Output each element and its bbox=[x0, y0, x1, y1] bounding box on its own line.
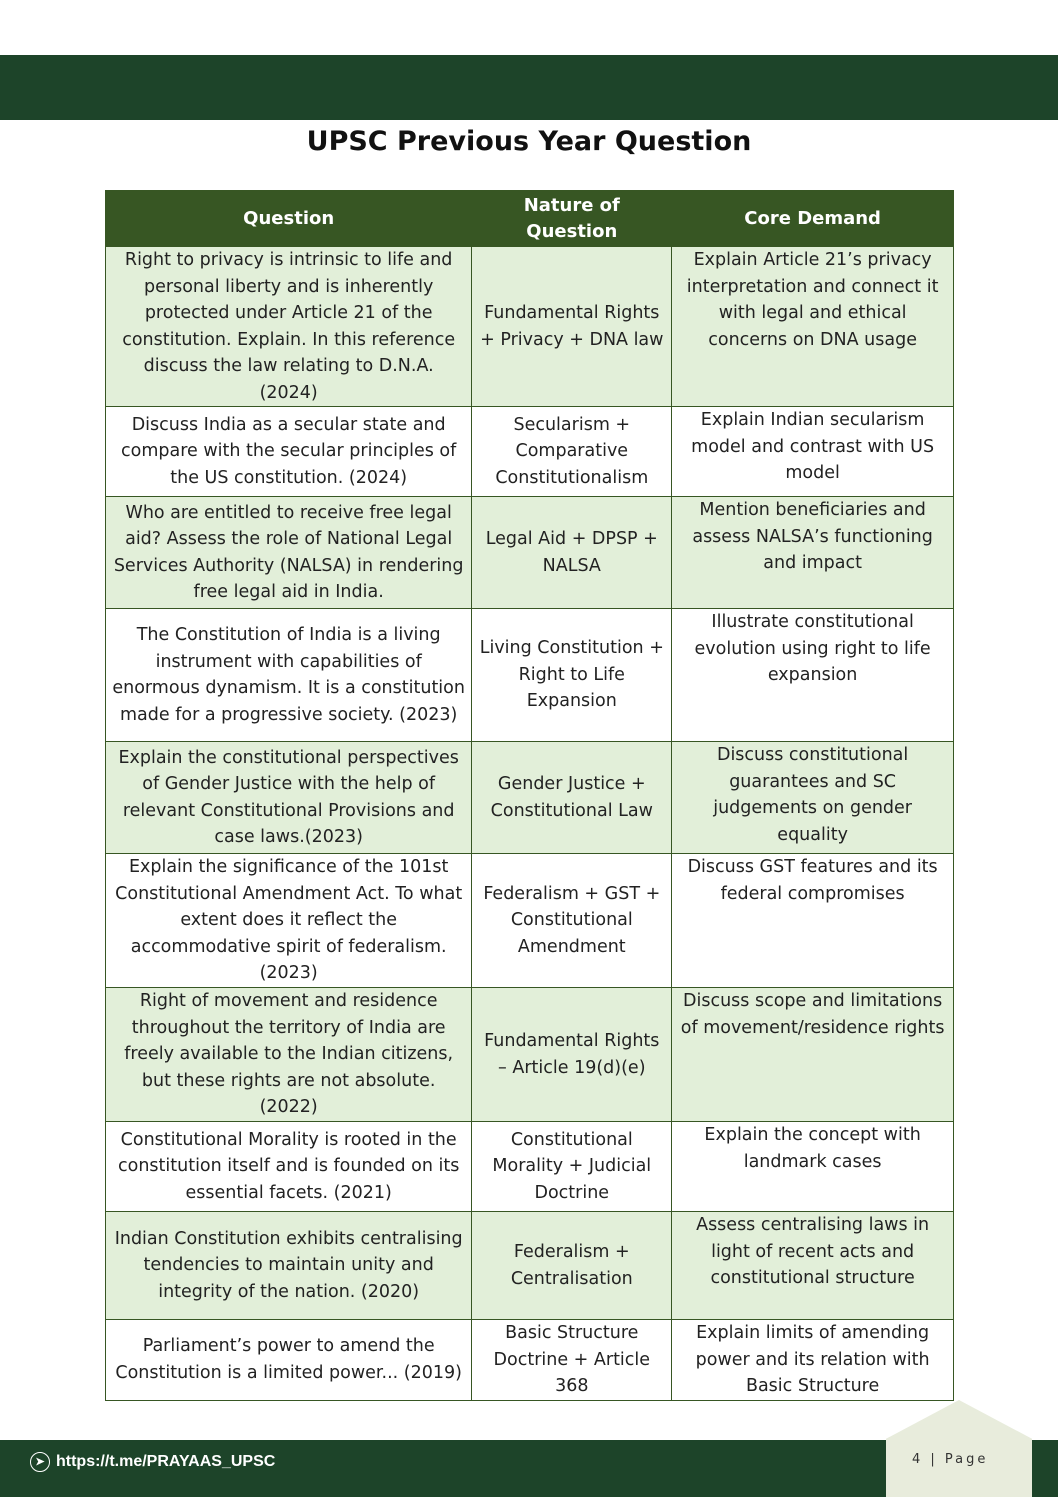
nature-cell: Constitutional Morality + Judicial Doctrine bbox=[472, 1122, 672, 1212]
question-cell: Right of movement and residence throughout the territory of India are freely available to the Indian citizens, but these rights are not absolute. (2022) bbox=[106, 988, 472, 1122]
nature-cell: Legal Aid + DPSP + NALSA bbox=[472, 497, 672, 609]
question-cell: Indian Constitution exhibits centralising tendencies to maintain unity and integrity of the nation. (2020) bbox=[106, 1212, 472, 1320]
core-demand-cell: Mention beneficiaries and assess NALSA’s functioning and impact bbox=[672, 497, 954, 609]
core-demand-cell: Assess centralising laws in light of recent acts and constitutional structure bbox=[672, 1212, 954, 1320]
nature-cell: Gender Justice + Constitutional Law bbox=[472, 742, 672, 854]
telegram-icon: ➤ bbox=[30, 1452, 50, 1472]
page-number: 4 | Page bbox=[912, 1452, 989, 1467]
nature-cell: Secularism + Comparative Constitutionalism bbox=[472, 407, 672, 497]
table-row bbox=[106, 1320, 954, 1401]
core-demand-cell: Discuss constitutional guarantees and SC judgements on gender equality bbox=[672, 742, 954, 854]
table-row bbox=[106, 497, 954, 609]
core-demand-cell: Explain the concept with landmark cases bbox=[672, 1122, 954, 1212]
question-cell: Constitutional Morality is rooted in the constitution itself and is founded on its essential facets. (2021) bbox=[106, 1122, 472, 1212]
core-demand-cell: Explain Indian secularism model and contrast with US model bbox=[672, 407, 954, 497]
core-demand-cell: Explain limits of amending power and its relation with Basic Structure bbox=[672, 1320, 954, 1401]
header-bar bbox=[0, 55, 1058, 120]
questions-table bbox=[105, 190, 954, 1401]
question-cell: The Constitution of India is a living instrument with capabilities of enormous dynamism. It is a constitution made for a progressive society. (2023) bbox=[106, 609, 472, 742]
question-cell: Right to privacy is intrinsic to life and personal liberty and is inherently protected under Article 21 of the constitution. Explain. In this reference discuss the law relating to D.N.A. (2024) bbox=[106, 247, 472, 407]
nature-cell: Living Constitution + Right to Life Expansion bbox=[472, 609, 672, 742]
table-row bbox=[106, 609, 954, 742]
table-row bbox=[106, 1122, 954, 1212]
table-row bbox=[106, 247, 954, 407]
table-row bbox=[106, 1212, 954, 1320]
core-demand-cell: Explain Article 21’s privacy interpretation and connect it with legal and ethical concerns on DNA usage bbox=[672, 247, 954, 407]
question-cell: Discuss India as a secular state and compare with the secular principles of the US constitution. (2024) bbox=[106, 407, 472, 497]
header-core-demand: Core Demand bbox=[672, 191, 954, 247]
core-demand-cell: Illustrate constitutional evolution using right to life expansion bbox=[672, 609, 954, 742]
table-row bbox=[106, 407, 954, 497]
table-row bbox=[106, 854, 954, 988]
question-cell: Parliament’s power to amend the Constitution is a limited power... (2019) bbox=[106, 1320, 472, 1401]
nature-cell: Fundamental Rights – Article 19(d)(e) bbox=[472, 988, 672, 1122]
nature-cell: Federalism + GST + Constitutional Amendment bbox=[472, 854, 672, 988]
question-cell: Who are entitled to receive free legal aid? Assess the role of National Legal Services Authority (NALSA) in rendering free legal aid in India. bbox=[106, 497, 472, 609]
telegram-link[interactable] bbox=[30, 1452, 275, 1472]
nature-cell: Fundamental Rights + Privacy + DNA law bbox=[472, 247, 672, 407]
nature-cell: Basic Structure Doctrine + Article 368 bbox=[472, 1320, 672, 1401]
page-title: UPSC Previous Year Question bbox=[306, 126, 752, 157]
core-demand-cell: Discuss GST features and its federal compromises bbox=[672, 854, 954, 988]
core-demand-cell: Discuss scope and limitations of movement/residence rights bbox=[672, 988, 954, 1122]
nature-cell: Federalism + Centralisation bbox=[472, 1212, 672, 1320]
page-tab bbox=[886, 1400, 1032, 1497]
question-cell: Explain the significance of the 101st Constitutional Amendment Act. To what extent does it reflect the accommodative spirit of federalism. (2023) bbox=[106, 854, 472, 988]
table-row bbox=[106, 988, 954, 1122]
question-cell: Explain the constitutional perspectives of Gender Justice with the help of relevant Constitutional Provisions and case laws.(2023) bbox=[106, 742, 472, 854]
telegram-link-text: https://t.me/PRAYAAS_UPSC bbox=[56, 1453, 276, 1471]
table-row bbox=[106, 742, 954, 854]
header-nature: Nature of Question bbox=[472, 191, 672, 247]
header-question: Question bbox=[106, 191, 472, 247]
table-header-row bbox=[106, 191, 954, 247]
